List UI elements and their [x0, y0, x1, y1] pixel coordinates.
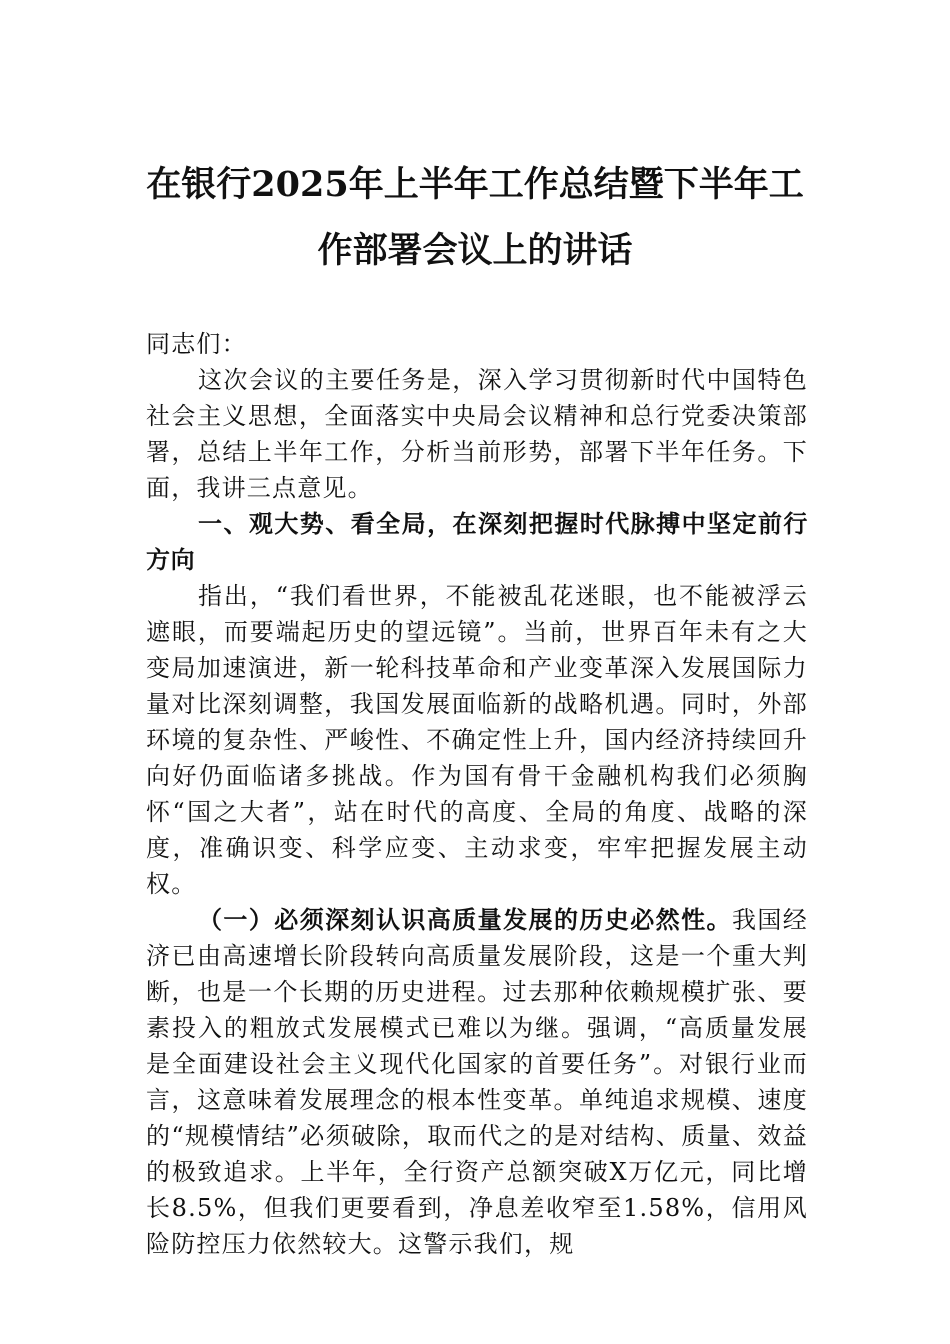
subsection-1-paragraph — [146, 902, 808, 1262]
intro-paragraph: 这次会议的主要任务是，深入学习贯彻新时代中国特色社会主义思想，全面落实中央局会议精神和总行党委决策部署，总结上半年工作，分析当前形势，部署下半年任务。下面，我讲三点意见。 — [146, 366, 808, 502]
document-title: 在银行2025年上半年工作总结暨下半年工作部署会议上的讲话 — [146, 164, 804, 271]
subsection-1-lead: （一）必须深刻认识高质量发展的历史必然性。 — [198, 905, 732, 934]
document-body — [146, 326, 808, 1262]
section-heading-1: 一、观大势、看全局，在深刻把握时代脉搏中坚定前行方向 — [146, 510, 808, 574]
salutation: 同志们： — [146, 330, 247, 358]
subsection-1-body: 我国经济已由高速增长阶段转向高质量发展阶段，这是一个重大判断，也是一个长期的历史进程。过去那种依赖规模扩张、要素投入的粗放式发展模式已难以为继。强调，“高质量发展是全面建设社会主义现代化国家的首要任务”。对银行业而言，这意味着发展理念的根本性变革。单纯追求规模、速度的“规模情结”必须破除，取而代之的是对结构、质量、效益的极致追求。上半年，全行资产总额突破X万亿元，同比增长8.5%，但我们更要看到，净息差收窄至1.58%，信用风险防控压力依然较大。这警示我们，规 — [146, 906, 808, 1258]
section-1-paragraph: 指出，“我们看世界，不能被乱花迷眼，也不能被浮云遮眼，而要端起历史的望远镜”。当前，世界百年未有之大变局加速演进，新一轮科技革命和产业变革深入发展国际力量对比深刻调整，我国发展面临新的战略机遇。同时，外部环境的复杂性、严峻性、不确定性上升，国内经济持续回升向好仍面临诸多挑战。作为国有骨干金融机构我们必须胸怀“国之大者”，站在时代的高度、全局的角度、战略的深度，准确识变、科学应变、主动求变，牢牢把握发展主动权。 — [146, 582, 808, 898]
